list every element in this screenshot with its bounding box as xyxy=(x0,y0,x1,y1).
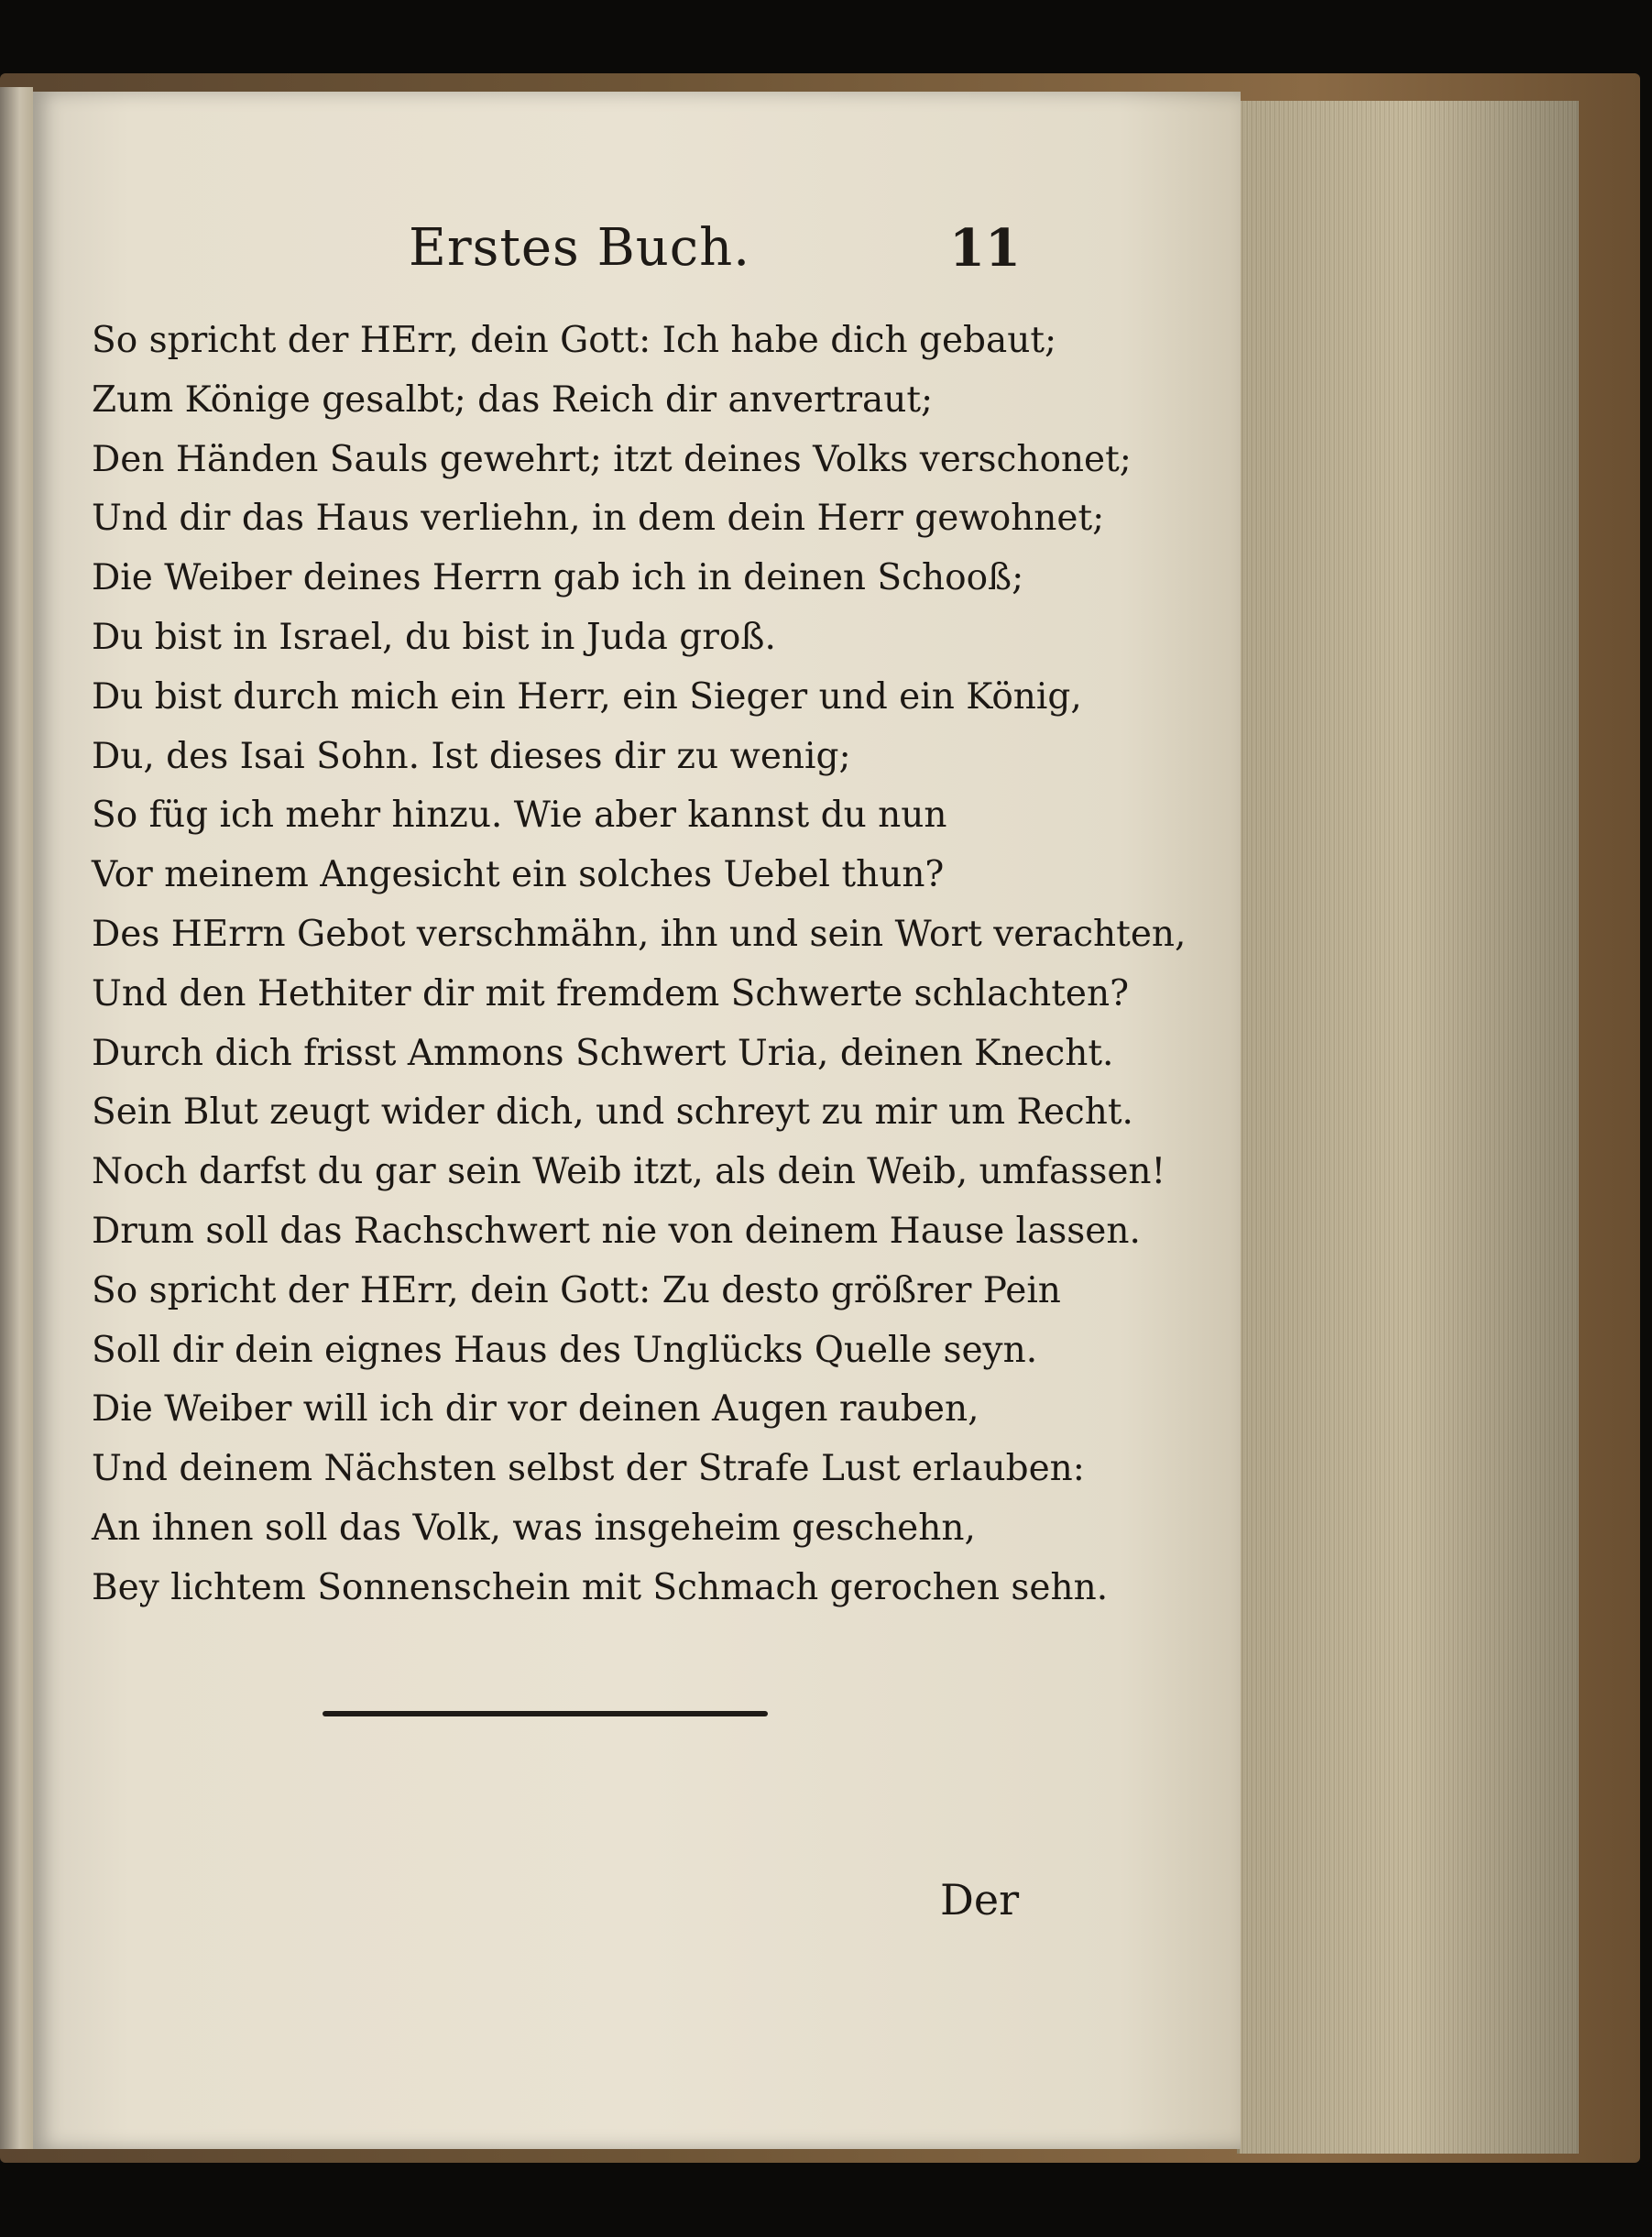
running-head: Erstes Buch. xyxy=(409,218,751,278)
verse-line: Du, des Isai Sohn. Ist dieses dir zu wenig; xyxy=(92,735,851,777)
verse-line: Du bist in Israel, du bist in Juda groß. xyxy=(92,616,776,658)
catchword: Der xyxy=(940,1875,1020,1924)
verse-line: So spricht der HErr, dein Gott: Zu desto größrer Pein xyxy=(92,1269,1061,1311)
verse-line: Du bist durch mich ein Herr, ein Sieger und ein König, xyxy=(92,675,1082,718)
verse-block xyxy=(92,312,1187,1618)
verse-line: Und deinem Nächsten selbst der Strafe Lust erlauben: xyxy=(92,1448,1085,1490)
verse-line: An ihnen soll das Volk, was insgeheim geschehn, xyxy=(92,1507,976,1549)
page-number: 11 xyxy=(949,218,1021,279)
verse-line: Die Weiber will ich dir vor deinen Augen rauben, xyxy=(92,1388,979,1431)
verse-line: Soll dir dein eignes Haus des Unglücks Quelle seyn. xyxy=(92,1329,1038,1371)
book-page xyxy=(33,92,1241,2149)
verse-line: Des HErrn Gebot verschmähn, ihn und sein Wort verachten, xyxy=(92,913,1187,955)
verse-line: Und dir das Haus verliehn, in dem dein Herr gewohnet; xyxy=(92,498,1105,540)
page-header xyxy=(33,218,1241,301)
verse-line: Und den Hethiter dir mit fremdem Schwerte schlachten? xyxy=(92,972,1129,1014)
verse-line: Die Weiber deines Herrn gab ich in deinen Schooß; xyxy=(92,557,1024,599)
verse-line: Durch dich frisst Ammons Schwert Uria, deinen Knecht. xyxy=(92,1032,1114,1074)
verse-line: Drum soll das Rachschwert nie von deinem Hause lassen. xyxy=(92,1210,1141,1252)
verse-line: Vor meinem Angesicht ein solches Uebel thun? xyxy=(92,854,945,896)
page-stack xyxy=(1237,101,1579,2154)
verse-line: Sein Blut zeugt wider dich, und schreyt zu mir um Recht. xyxy=(92,1091,1133,1134)
verse-line: Zum Könige gesalbt; das Reich dir anvertraut; xyxy=(92,378,934,421)
left-page-edge xyxy=(0,87,33,2149)
verse-line: Noch darfst du gar sein Weib itzt, als dein Weib, umfassen! xyxy=(92,1151,1166,1193)
verse-line: Den Händen Sauls gewehrt; itzt deines Volks verschonet; xyxy=(92,438,1132,480)
verse-line: Bey lichtem Sonnenschein mit Schmach gerochen sehn. xyxy=(92,1566,1109,1608)
verse-line: So spricht der HErr, dein Gott: Ich habe dich gebaut; xyxy=(92,320,1057,361)
verse-line: So füg ich mehr hinzu. Wie aber kannst du nun xyxy=(92,795,947,837)
section-rule xyxy=(323,1711,768,1716)
